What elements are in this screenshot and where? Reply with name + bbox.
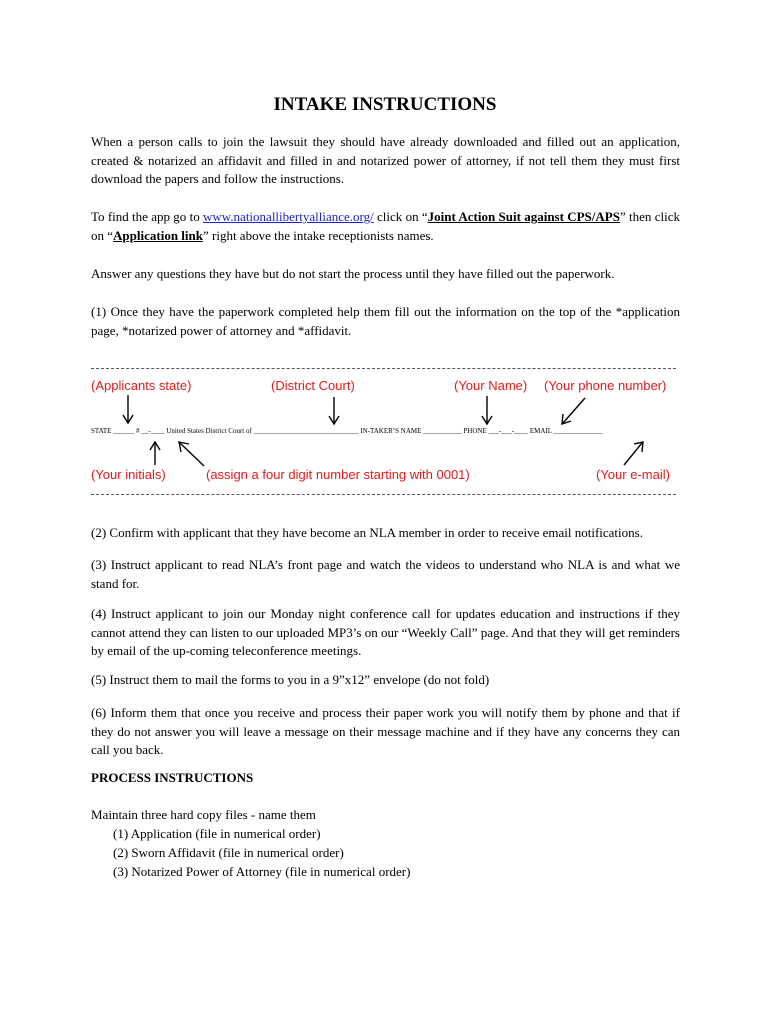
application-link: Application link: [113, 227, 203, 243]
maintain-files-intro: Maintain three hard copy files - name them: [91, 807, 316, 822]
arrow-diagonal-icon: [624, 442, 643, 465]
arrow-down-icon: [123, 395, 133, 423]
annotation-your-initials: (Your initials): [91, 467, 166, 482]
step-1-paragraph: (1) Once they have the paperwork completed help them fill out the information on the top of the *application page, *notarized power of attorney and *affidavit.: [91, 304, 680, 338]
find-app-mid2: ” then click on “: [91, 209, 680, 243]
find-app-prefix: To find the app go to: [91, 209, 203, 224]
step-5-paragraph: (5) Instruct them to mail the forms to you in a 9”x12” envelope (do not fold): [91, 672, 490, 687]
arrow-down-icon: [482, 396, 492, 424]
intro-paragraph: When a person calls to join the lawsuit they should have already downloaded and filled out an application, created & notarized an affidavit and filled in and notarized power of attorney, if not tell them they must first download the papers and follow the instructions.: [91, 134, 680, 186]
annotation-your-name: (Your Name): [454, 378, 528, 393]
arrow-diagonal-icon: [562, 398, 585, 424]
annotation-your-phone: (Your phone number): [544, 378, 667, 393]
arrow-up-icon: [150, 442, 160, 465]
annotation-four-digit: (assign a four digit number starting with 0001): [206, 467, 470, 482]
page-title: INTAKE INSTRUCTIONS: [273, 94, 497, 115]
list-item: (1) Application (file in numerical order): [113, 826, 321, 841]
list-item: (3) Notarized Power of Attorney (file in numerical order): [113, 864, 411, 879]
find-app-suffix: ” right above the intake receptionists names.: [202, 227, 434, 243]
annotation-your-email: (Your e-mail): [596, 467, 670, 482]
bottom-dashed-divider: [91, 494, 676, 495]
top-dashed-divider: [91, 368, 676, 369]
step-4-paragraph: (4) Instruct applicant to join our Monday night conference call for updates education and instructions if they cannot attend they can listen to our uploaded MP3’s on our “Weekly Call” page. And that they will get reminders by email of the up-coming teleconference meetings.: [91, 606, 680, 658]
files-list: [113, 824, 410, 881]
nla-website-link[interactable]: www.nationallibertyalliance.org/: [202, 209, 374, 224]
list-item: (2) Sworn Affidavit (file in numerical order): [113, 845, 344, 860]
process-instructions-heading: PROCESS INSTRUCTIONS: [91, 770, 254, 785]
joint-action-suit-link: Joint Action Suit against CPS/APS: [427, 209, 620, 224]
annotation-applicants-state: (Applicants state): [91, 378, 192, 393]
step-3-paragraph: (3) Instruct applicant to read NLA’s front page and watch the videos to understand who NLA is and what we stand for.: [91, 557, 680, 591]
find-app-mid: click on “: [373, 209, 428, 224]
step-6-paragraph: (6) Inform them that once you receive and process their paper work you will notify them by phone and that if they do not answer you will leave a message on their message machine and if they have any concerns they can call you back.: [91, 705, 680, 757]
arrow-down-icon: [329, 397, 339, 424]
step-2-paragraph: (2) Confirm with applicant that they have become an NLA member in order to receive email notifications.: [91, 525, 643, 540]
find-app-paragraph: [91, 208, 680, 245]
arrow-diagonal-icon: [179, 442, 204, 466]
sample-form-line: STATE ______ # __-____ United States District Court of ______________________________ IN-TAKER’S NAME ___________ PHONE ___-___-____ EMAIL ______________: [91, 427, 603, 435]
questions-paragraph: Answer any questions they have but do not start the process until they have filled out the paperwork.: [91, 266, 615, 281]
annotation-district-court: (District Court): [271, 378, 355, 393]
